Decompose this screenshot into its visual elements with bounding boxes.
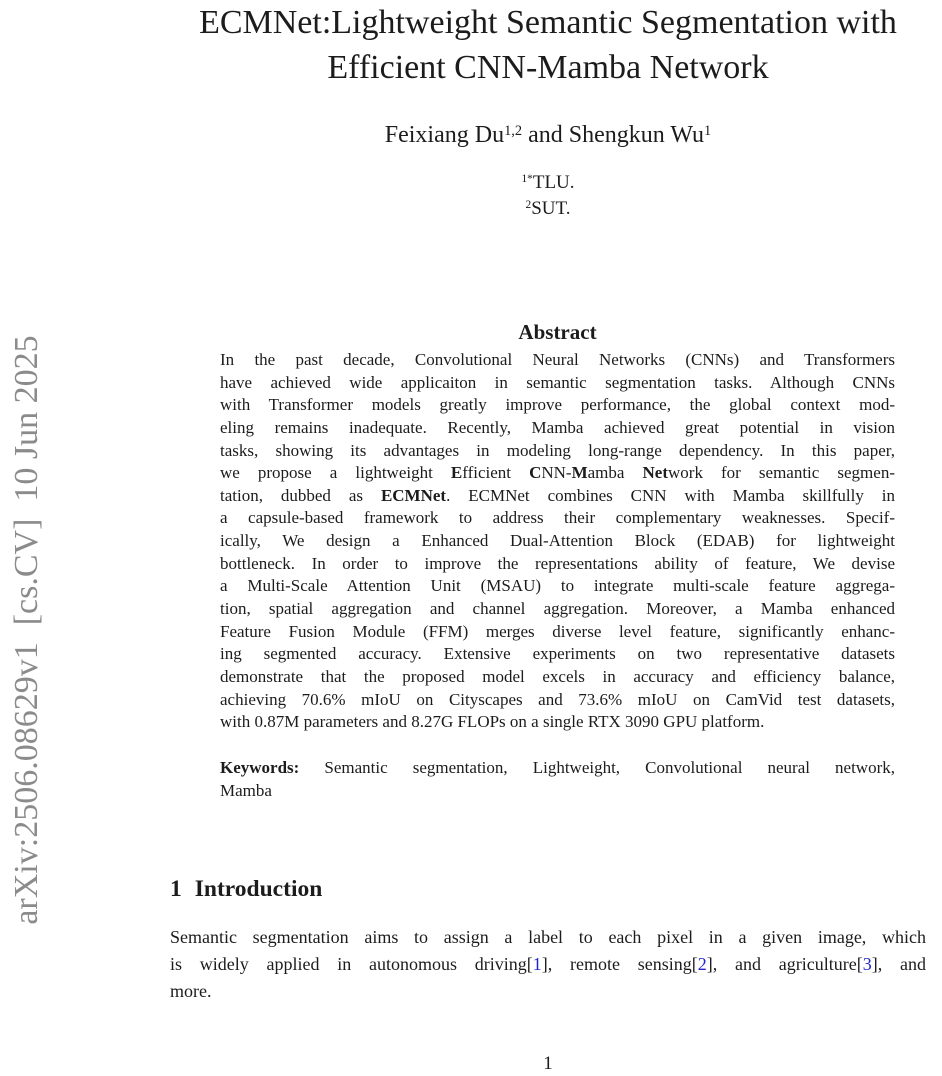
text-line [220,507,895,530]
page-footer [170,1054,926,1074]
text-line [220,643,895,666]
text-line [220,575,895,598]
arxiv-stamp-text: arXiv:2506.08629v1 [cs.CV] 10 Jun 2025 [8,335,45,925]
text-segment: SUT. [531,198,571,219]
authors-line [170,120,926,150]
text-line [220,553,895,576]
text-segment: ], and agriculture[ [706,954,863,974]
text-segment: have achieved wide applicaiton in semantic segmentation tasks. Although CNNs [220,372,895,392]
citation-link[interactable]: 3 [862,954,872,974]
text-segment: we propose a lightweight [220,463,451,483]
text-segment: NN- [541,463,572,483]
text-line [220,440,895,463]
text-segment: more. [170,981,212,1001]
text-line [220,462,895,485]
superscript: 1* [521,173,533,186]
text-line [220,417,895,440]
text-segment: Semantic segmentation, Lightweight, Convolutional neural network, [299,758,895,777]
paper-title-line-1: ECMNet:Lightweight Semantic Segmentation with [199,4,897,41]
text-segment: tasks, showing its advantages in modeling long-range dependency. In this paper, [220,440,895,460]
text-line [220,530,895,553]
citation-link[interactable]: 2 [697,954,707,974]
text-line [170,196,926,222]
text-line [220,349,895,372]
text-segment: ically, We design a Enhanced Dual-Attention Block (EDAB) for lightweight [220,531,895,551]
paper-title [170,0,926,90]
text-segment: a capsule-based framework to address their complementary weaknesses. Specif- [220,508,895,528]
text-segment: and Shengkun Wu [522,122,705,148]
superscript: 2 [525,199,532,212]
text-line [170,170,926,196]
text-line [220,757,895,780]
text-segment: E [450,463,463,483]
text-line [220,485,895,508]
section-heading-introduction [170,874,926,904]
text-segment: ECMNet [380,485,447,505]
introduction-paragraph [170,924,926,1005]
text-segment: is widely applied in autonomous driving[ [170,954,533,974]
text-line [170,924,926,951]
text-segment: C [529,463,542,483]
text-segment: ], and [871,954,927,974]
text-segment: bottleneck. In order to improve the representations ability of feature, We devise [220,553,895,573]
text-segment: demonstrate that the proposed model excels in accuracy and efficiency balance, [220,666,895,686]
section-title: Introduction [194,876,323,902]
text-segment: TLU. [532,172,575,193]
citation-link[interactable]: 1 [532,954,542,974]
text-segment: Semantic segmentation aims to assign a label to each pixel in a given image, which [170,927,926,947]
text-line [170,978,926,1005]
section-number: 1 [170,876,182,902]
superscript: 1,2 [504,122,523,139]
text-line [220,372,895,395]
text-segment: Net [642,463,669,483]
text-segment: ], remote sensing[ [541,954,698,974]
text-line [220,598,895,621]
text-segment: Feixiang Du [384,122,505,148]
affiliations [170,170,926,222]
text-line [220,666,895,689]
text-segment: M [571,463,588,483]
text-segment: In the past decade, Convolutional Neural Networks (CNNs) and Transformers [220,350,895,369]
text-segment: with Transformer models greatly improve performance, the global context mod- [220,395,895,415]
text-segment: Keywords: [220,758,300,777]
text-line [220,711,895,734]
superscript: 1 [704,122,712,139]
paper-title-line-2: Efficient CNN-Mamba Network [327,49,769,86]
text-segment: . ECMNet combines CNN with Mamba skillfully in [446,485,895,505]
keywords-paragraph [220,757,895,802]
abstract-body [220,349,895,734]
text-segment: fficient [462,463,530,483]
abstract-heading: Abstract [518,320,597,344]
text-line [220,780,895,803]
page-number: 1 [543,1053,553,1074]
text-segment: achieving 70.6% mIoU on Cityscapes and 73.6% mIoU on CamVid test datasets, [220,689,895,709]
text-segment: a Multi-Scale Attention Unit (MSAU) to integrate multi-scale feature aggrega- [220,576,895,596]
arxiv-stamp [6,252,58,1008]
text-segment: work for semantic segmen- [668,463,895,483]
text-segment: tion, spatial aggregation and channel aggregation. Moreover, a Mamba enhanced [220,599,895,619]
text-segment: ing segmented accuracy. Extensive experiments on two representative datasets [220,644,895,664]
text-segment: tation, dubbed as [220,485,381,505]
text-line [220,394,895,417]
text-line [220,689,895,712]
text-segment: eling remains inadequate. Recently, Mamba achieved great potential in vision [220,417,895,437]
text-segment: amba [587,463,643,483]
text-segment: Feature Fusion Module (FFM) merges diverse level feature, significantly enhanc- [220,621,895,641]
text-segment: Mamba [220,780,272,800]
text-line [220,621,895,644]
text-segment: with 0.87M parameters and 8.27G FLOPs on a single RTX 3090 GPU platform. [220,712,765,732]
text-line [170,951,926,978]
